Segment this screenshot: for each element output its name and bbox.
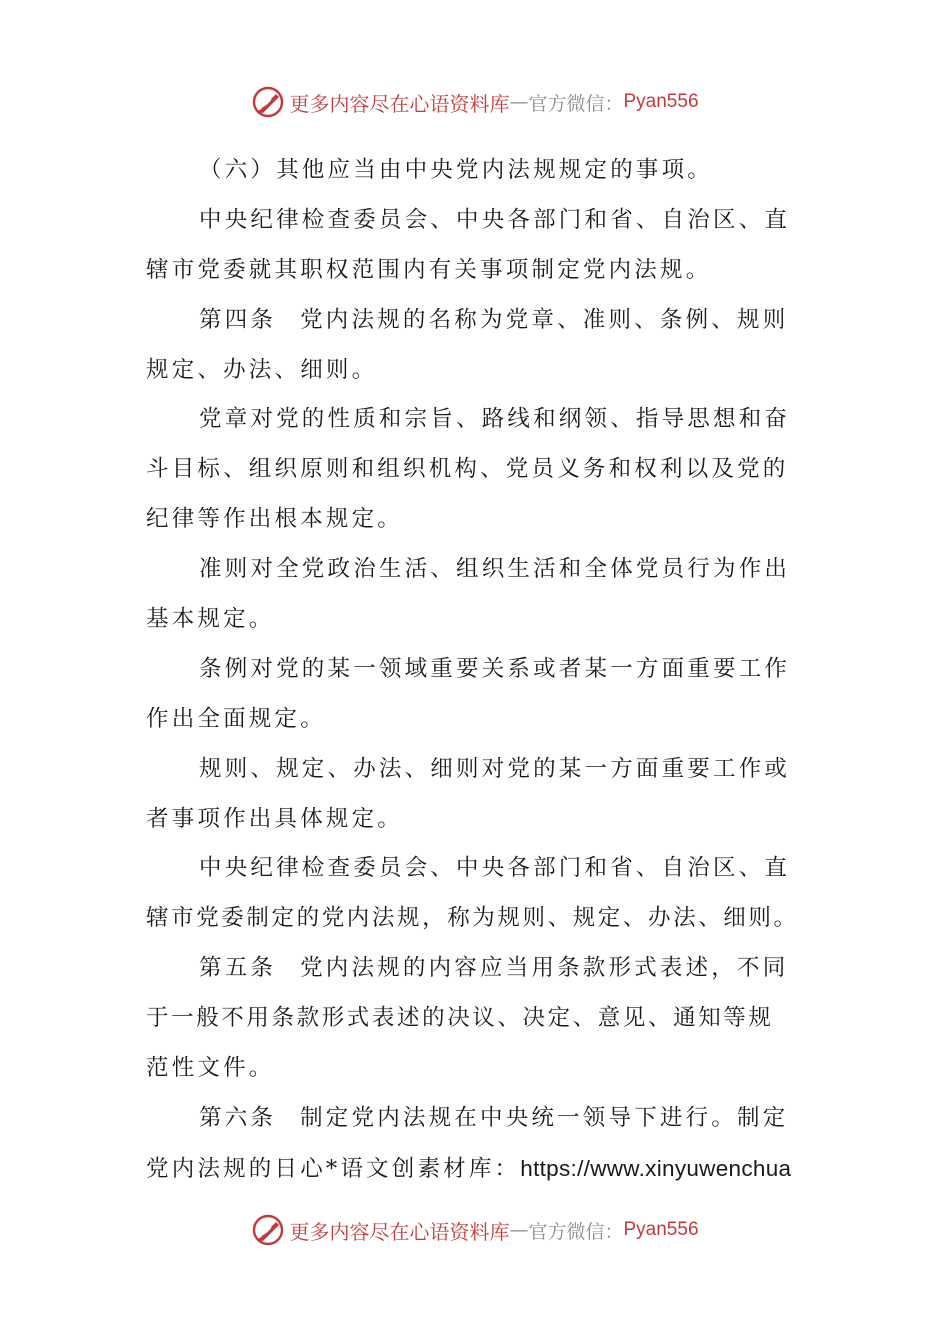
text-line: 规定、办法、细则。 bbox=[146, 356, 378, 383]
banner-main-text: 更多内容尽在心语资料库 bbox=[289, 91, 510, 116]
text-line: 党章对党的性质和宗旨、路线和纲领、指导思想和奋 bbox=[199, 406, 791, 433]
source-url: https://www.xinyuwenchua bbox=[520, 1155, 792, 1181]
text-line: 辖市党委制定的党内法规，称为规则、规定、办法、细则。 bbox=[146, 905, 799, 932]
banner-dash: — bbox=[509, 1219, 529, 1241]
header-banner bbox=[0, 82, 950, 122]
text-line: （六）其他应当由中央党内法规规定的事项。 bbox=[199, 157, 714, 183]
text-line: 基本规定。 bbox=[146, 606, 275, 633]
text-line: 中央纪律检查委员会、中央各部门和省、自治区、直 bbox=[199, 206, 791, 233]
banner-main-text: 更多内容尽在心语资料库 bbox=[289, 1219, 510, 1244]
article-heading-line: 第五条 党内法规的内容应当用条款形式表述，不同 bbox=[199, 955, 789, 982]
banner-wechat-label: 官方微信： bbox=[528, 92, 624, 115]
text-line: 于一般不用条款形式表述的决议、决定、意见、通知等规 bbox=[146, 1005, 774, 1032]
text-line: 范性文件。 bbox=[146, 1055, 275, 1082]
text-line: 作出全面规定。 bbox=[146, 705, 326, 732]
article-heading-line: 第四条 党内法规的名称为党章、准则、条例、规则 bbox=[199, 306, 789, 333]
text-line: 斗目标、组织原则和组织机构、党员义务和权利以及党的 bbox=[146, 456, 789, 483]
footer-banner bbox=[0, 1210, 950, 1250]
article-number: 第五条 bbox=[199, 955, 277, 982]
text-line-with-url: 党内法规的日心*语文创素材库：https://www.xinyuwenchua bbox=[146, 1155, 792, 1182]
quill-logo-icon bbox=[251, 1213, 285, 1247]
article-heading-line: 第六条 制定党内法规在中央统一领导下进行。制定 bbox=[199, 1104, 789, 1131]
text-line: 者事项作出具体规定。 bbox=[146, 805, 404, 832]
text-line: 准则对全党政治生活、组织生活和全体党员行为作出 bbox=[199, 556, 791, 583]
document-body bbox=[146, 146, 806, 1194]
text-line: 纪律等作出根本规定。 bbox=[146, 506, 404, 533]
article-number: 第六条 bbox=[199, 1104, 277, 1131]
banner-dash: — bbox=[509, 91, 529, 113]
text-line: 规则、规定、办法、细则对党的某一方面重要工作或 bbox=[199, 755, 791, 782]
article-number: 第四条 bbox=[199, 306, 277, 333]
banner-wechat-id: Pyan556 bbox=[623, 91, 699, 112]
banner-wechat-label: 官方微信： bbox=[528, 1220, 624, 1243]
text-line: 辖市党委就其职权范围内有关事项制定党内法规。 bbox=[146, 256, 712, 283]
quill-logo-icon bbox=[251, 85, 285, 119]
banner-wechat-id: Pyan556 bbox=[623, 1219, 699, 1240]
text-line: 中央纪律检查委员会、中央各部门和省、自治区、直 bbox=[199, 855, 791, 882]
text-line: 条例对党的某一领域重要关系或者某一方面重要工作 bbox=[199, 655, 791, 682]
